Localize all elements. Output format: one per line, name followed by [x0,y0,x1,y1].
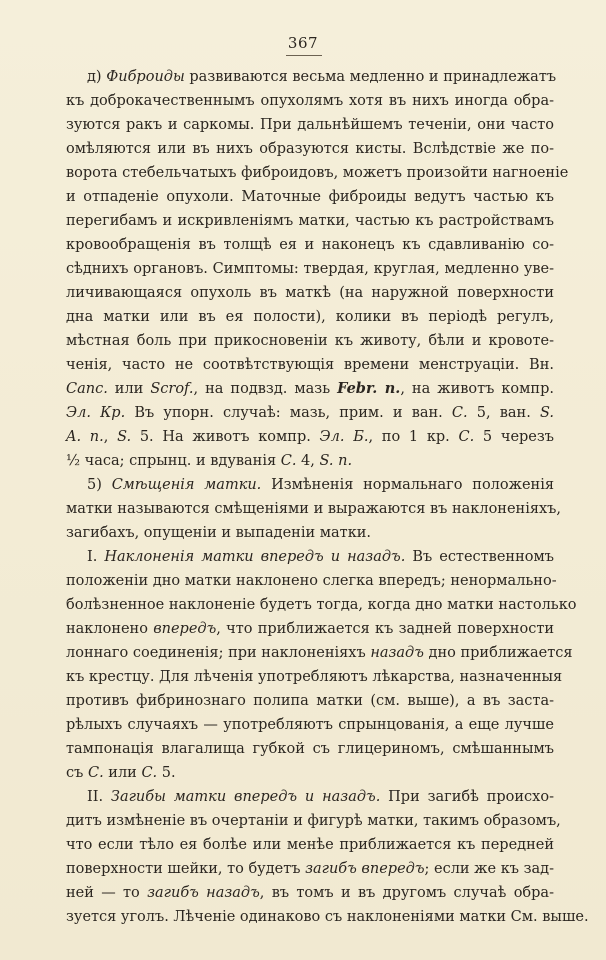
italic-text: S. [117,429,132,445]
italic-text: С. [451,405,468,421]
text-run: лоннаго соединенія; при наклоненіяхъ [66,645,371,661]
text-run: 5) [87,477,112,493]
text-run: сѣднихъ органовъ. Симптомы: твердая, круглая, медленно уве- [66,261,554,277]
text-line [66,713,554,737]
text-run: ченія, часто не соотвѣтствующія времени менструаціи. Вн. [66,357,554,373]
body-text [66,65,589,929]
text-run: 4, [296,453,320,469]
italic-text: S. n. [319,453,353,469]
text-line [66,689,554,713]
text-run: , на подвзд. мазь [193,381,338,397]
italic-text: Загибы матки впередъ и назадъ. [110,789,381,805]
text-run: кровообращенія въ толщѣ ея и наконецъ къ сдавливанію со- [66,237,554,253]
text-line [66,473,554,497]
text-line [66,521,554,545]
text-line [66,665,563,689]
text-run: Въ естественномъ [405,549,554,565]
text-run: или [107,381,151,397]
text-run: д) [87,69,107,85]
text-run: къ крестцу. Для лѣченія употребляютъ лѣкарства, назначенныя [66,669,563,685]
text-run: къ доброкачественнымъ опухолямъ хотя въ нихъ иногда обра- [66,93,554,109]
text-run: зуются ракъ и саркомы. При дальнѣйшемъ теченіи, они часто [66,117,554,133]
text-line [66,497,562,521]
text-run: , [103,429,118,445]
text-line [66,593,577,617]
text-run: зуется уголъ. Лѣченіе одинаково съ наклоненіями матки См. выше. [66,909,589,925]
text-run: Измѣненія нормальнаго положенія [261,477,554,493]
italic-text: Наклоненія матки впередъ и назадъ. [104,549,406,565]
text-run: 5. На животъ компр. [131,429,320,445]
text-line [66,857,554,881]
text-line [66,113,554,137]
text-run: При загибѣ происхо- [380,789,554,805]
italic-text: Эл. Б. [319,429,369,445]
text-run: личивающаяся опухоль въ маткѣ (на наружной поверхности [66,285,554,301]
page-number-rule [286,55,322,56]
text-run: II. [87,789,111,805]
text-run: перегибамъ и искривленіямъ матки, частью къ растройствамъ [66,213,554,229]
text-run: загибахъ, опущеніи и выпаденіи матки. [66,525,372,541]
text-line [66,425,554,449]
text-line [66,449,554,473]
italic-text: С. [141,765,158,781]
text-line [66,641,573,665]
page-number: 367 [287,34,319,52]
text-run: дитъ измѣненіе въ очертаніи и фигурѣ матки, такимъ образомъ, [66,813,561,829]
text-run: , по 1 кр. [368,429,459,445]
italic-text: загибъ впередъ [305,861,425,877]
italic-text: A. n. [66,429,104,445]
text-run: матки называются смѣщеніями и выражаются въ наклоненіяхъ, [66,501,562,517]
italic-text: С. [458,429,475,445]
text-run: ; если же къ зад- [424,861,554,877]
text-line [66,161,569,185]
italic-text: Эл. Кр. [66,405,126,421]
text-run: наклонено [66,621,154,637]
text-line [66,377,554,401]
text-run: развиваются весьма медленно и принадлежатъ [184,69,557,85]
text-run: ½ часа; спрынц. и вдуванія [66,453,281,469]
text-line [66,761,554,785]
text-line [66,833,554,857]
text-run: болѣзненное наклоненіе будетъ тогда, когда дно матки настолько [66,597,577,613]
text-line [66,905,589,929]
text-run: положеніи дно матки наклонено слегка впередъ; ненормально- [66,573,557,589]
italic-text: С. [280,453,297,469]
italic-text: загибъ назадъ [147,885,260,901]
text-run: поверхности шейки, то будетъ [66,861,306,877]
text-line [66,89,554,113]
italic-text: назадъ [370,645,424,661]
text-line [66,233,554,257]
text-run: или [103,765,142,781]
text-line [66,737,554,761]
text-run: противъ фибринознаго полипа матки (см. выше), а въ заста- [66,693,554,709]
italic-text: впередъ [153,621,217,637]
text-run: дно приближается [423,645,573,661]
text-run: съ [66,765,88,781]
text-run: , на животъ компр. [400,381,554,397]
text-run: омѣляются или въ нихъ образуются кисты. Вслѣдствіе же по- [66,141,554,157]
text-line [66,881,554,905]
text-line [66,353,554,377]
text-run: , въ томъ и въ другомъ случаѣ обра- [259,885,554,901]
italic-text: Scrof. [150,381,194,397]
text-run: и отпаденіе опухоли. Маточные фиброиды ведутъ частью къ [66,189,554,205]
text-run: мѣстная боль при прикосновеніи къ животу, бѣли и кровоте- [66,333,554,349]
text-run: тампонація влагалища губкой съ глицериномъ, смѣшаннымъ [66,741,554,757]
italic-text: Febr. n. [337,380,401,397]
text-run: 5. [157,765,176,781]
text-line [66,137,554,161]
italic-text: S. [539,405,554,421]
text-run: ней — то [66,885,148,901]
text-run: Въ упорн. случаѣ: мазь, прим. и ван. [125,405,452,421]
text-line [66,617,554,641]
text-line [66,305,554,329]
text-line [66,209,554,233]
text-line [66,185,554,209]
text-line [66,785,554,809]
text-run: 5, ван. [467,405,540,421]
text-run: что если тѣло ея болѣе или менѣе приближается къ передней [66,837,554,853]
italic-text: Фиброиды [106,69,185,85]
text-line [66,65,557,89]
italic-text: С. [87,765,104,781]
text-line [66,281,554,305]
text-run: рѣлыхъ случаяхъ — употребляютъ спрынцованія, а еще лучше [66,717,554,733]
text-line [66,545,554,569]
text-line [66,257,554,281]
text-run: I. [87,549,105,565]
italic-text: Смѣщенія матки. [111,477,262,493]
text-run: дна матки или въ ея полости), колики въ періодѣ регулъ, [66,309,554,325]
text-line [66,401,554,425]
text-line [66,569,557,593]
text-run: ворота стебельчатыхъ фиброидовъ, можетъ произойти нагноеніе [66,165,569,181]
italic-text: Canc. [66,381,108,397]
text-line [66,809,561,833]
text-line [66,329,554,353]
text-run: 5 черезъ [474,429,555,445]
text-run: , что приближается къ задней поверхности [216,621,554,637]
